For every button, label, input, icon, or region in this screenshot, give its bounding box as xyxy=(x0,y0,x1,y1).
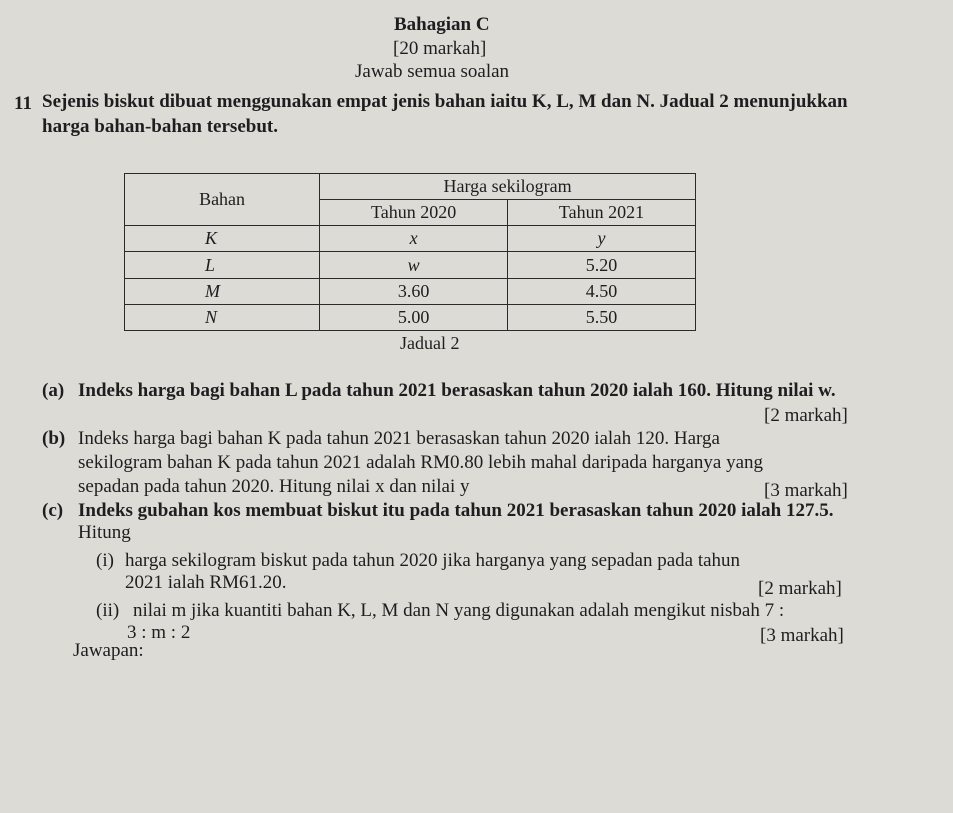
part-b-line2: sekilogram bahan K pada tahun 2021 adalah RM0.80 lebih mahal daripada harganya yang xyxy=(78,452,764,473)
part-b-label: (b) xyxy=(42,428,66,449)
section-marks: [20 markah] xyxy=(393,38,487,59)
part-b-marks: [3 markah] xyxy=(764,480,848,501)
cell-2021: 5.50 xyxy=(508,304,696,330)
part-ci-label: (i) xyxy=(96,550,114,571)
part-cii-line1: nilai m jika kuantiti bahan K, L, M dan N yang digunakan adalah mengikut nisbah 7 : xyxy=(133,600,785,621)
part-b-line3: sepadan pada tahun 2020. Hitung nilai x dan nilai y xyxy=(78,476,470,497)
table-row xyxy=(125,226,696,252)
table-header-harga: Harga sekilogram xyxy=(320,174,696,200)
part-ci-marks: [2 markah] xyxy=(758,578,842,599)
cell-2021: 4.50 xyxy=(508,278,696,304)
cell-bahan: K xyxy=(205,228,218,249)
table-header-2021: Tahun 2021 xyxy=(508,200,696,226)
table-row xyxy=(125,304,696,330)
part-cii-marks: [3 markah] xyxy=(760,625,844,646)
cell-2020: 3.60 xyxy=(320,278,508,304)
part-ci-line2: 2021 ialah RM61.20. xyxy=(125,572,287,593)
section-title: Bahagian C xyxy=(394,14,490,35)
part-a-text: Indeks harga bagi bahan L pada tahun 2021 berasaskan tahun 2020 ialah 160. Hitung nilai w. xyxy=(78,380,836,401)
cell-2020: 5.00 xyxy=(320,304,508,330)
part-b-line1: Indeks harga bagi bahan K pada tahun 2021 berasaskan tahun 2020 ialah 120. Harga xyxy=(78,428,720,449)
part-c-label: (c) xyxy=(42,500,64,521)
question-intro-line1: Sejenis biskut dibuat menggunakan empat jenis bahan iaitu K, L, M dan N. Jadual 2 menunjukkan xyxy=(42,91,848,112)
question-number: 11 xyxy=(14,93,32,114)
part-c-line1: Indeks gubahan kos membuat biskut itu pada tahun 2021 berasaskan tahun 2020 ialah 127.5. xyxy=(78,500,834,521)
cell-2021: 5.20 xyxy=(508,252,696,278)
cell-bahan: M xyxy=(205,280,220,301)
answer-label: Jawapan: xyxy=(73,640,144,661)
cell-2021: y xyxy=(597,228,606,249)
cell-2020: w xyxy=(407,254,420,275)
price-table xyxy=(124,173,696,331)
table-row xyxy=(125,278,696,304)
part-cii-line2: 3 : m : 2 xyxy=(127,622,191,643)
section-instruction: Jawab semua soalan xyxy=(355,61,510,82)
table-caption: Jadual 2 xyxy=(400,333,460,353)
table-row xyxy=(125,252,696,278)
part-ci-line1: harga sekilogram biskut pada tahun 2020 jika harganya yang sepadan pada tahun xyxy=(125,550,741,571)
part-a-label: (a) xyxy=(42,380,65,401)
table-header-2020: Tahun 2020 xyxy=(320,200,508,226)
table-header-bahan: Bahan xyxy=(125,174,320,226)
part-a-marks: [2 markah] xyxy=(764,405,848,426)
part-c-line2: Hitung xyxy=(78,522,131,543)
cell-2020: x xyxy=(409,228,418,249)
question-intro-line2: harga bahan-bahan tersebut. xyxy=(42,116,278,137)
part-cii-label: (ii) xyxy=(96,600,120,621)
cell-bahan: L xyxy=(205,254,216,275)
cell-bahan: N xyxy=(205,306,218,327)
